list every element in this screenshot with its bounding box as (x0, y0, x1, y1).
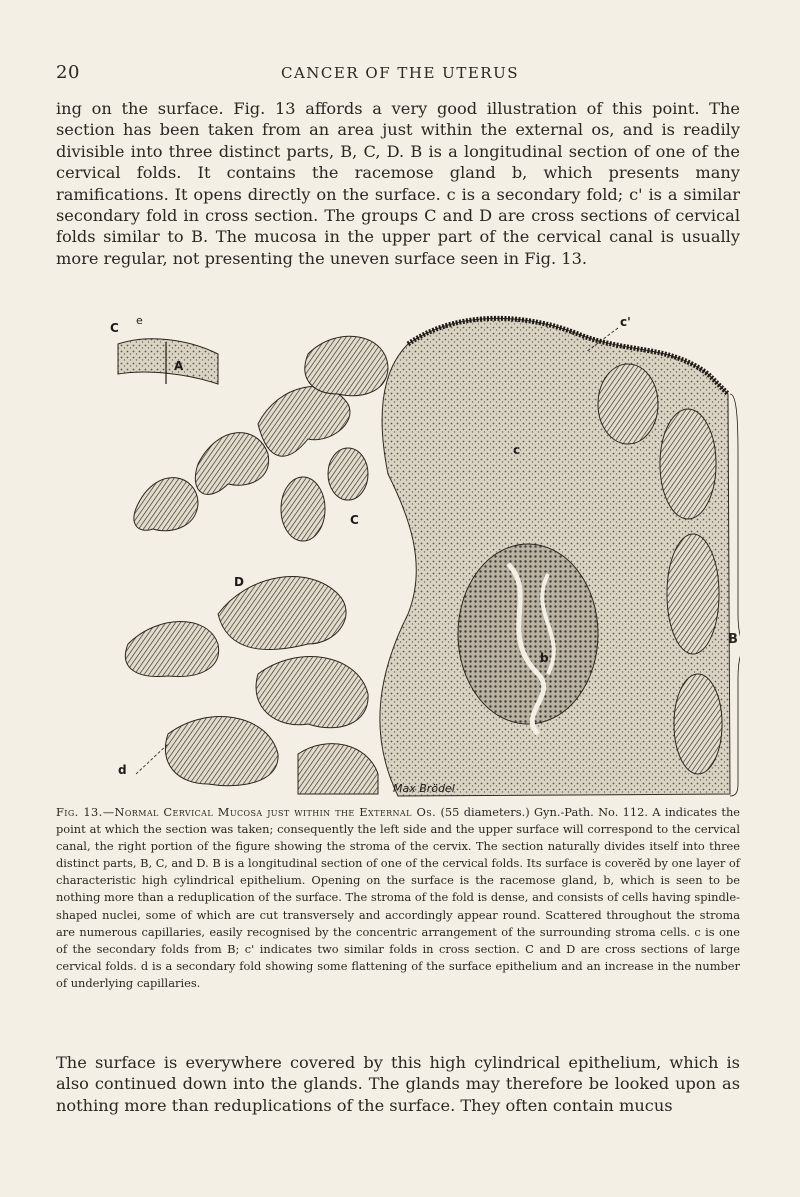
artist-signature: Max Brödel (393, 782, 455, 795)
histology-illustration (108, 314, 740, 800)
label-A: A (174, 359, 184, 373)
point-A-detail (118, 339, 218, 384)
figure-caption (56, 804, 740, 992)
label-e: e (136, 314, 143, 327)
caption-text: Gyn.-Path. No. 112. A indicates the point at which the section was taken; consequently the left side and the upper surface will correspond to the cervical canal, the right portion of the figure showing the stroma of the cervix. The section naturally divides itself into three distinct parts, B, C, and D. B is a longitudinal section of one of the cervical folds. Its surface is coverĕd by one layer of characteristic high cylindrical epithelium. Opening on the surface is the racemose gland, b, which is seen to be nothing more than a reduplication of the surface. The stroma of the fold is dense, and consists of cells having spindle-shaped nuclei, some of which are cut transversely and accordingly appear round. Scattered throughout the stroma are numerous capillaries, easily recognised by the concentric arrangement of the surrounding stroma cells. c is one of the secondary folds from B; c' indicates two similar folds in cross section. C and D are cross sections of large cervical folds. d is a secondary fold showing some flattening of the surface epithelium and an increase in the number of underlying capillaries. (56, 805, 741, 990)
label-c: c (513, 443, 521, 457)
label-D: D (234, 575, 244, 589)
label-C-mid: C (350, 513, 359, 527)
label-B: B (728, 632, 738, 647)
label-c-prime: c' (620, 315, 631, 329)
label-C-top: C (110, 321, 119, 335)
label-b: b (540, 651, 549, 665)
page-number: 20 (56, 62, 80, 83)
caption-title: Fig. 13.—Normal Cervical Mucosa just within the External Os. (56, 805, 437, 819)
fold-group-D (125, 577, 378, 794)
label-d: d (118, 763, 127, 777)
running-head: CANCER OF THE UTERUS (280, 64, 519, 82)
histology-figure (108, 314, 740, 800)
caption-magnification: (55 diameters.) (440, 805, 530, 819)
body-paragraph-bottom: The surface is everywhere covered by this high cylindrical epithelium, which is also continued down into the glands. The glands may therefore be looked upon as nothing more than reduplications of the surface. They often contain mucus (56, 1053, 740, 1115)
body-paragraph-top: ing on the surface. Fig. 13 affords a very good illustration of this point. The section has been taken from an area just within the external os, and is readily divisible into three distinct parts, B, C, D. B is a longitudinal section of one of the cervical folds. It contains the racemose gland b, which presents many ramifications. It opens directly on the surface. c is a secondary fold; c' is a similar secondary fold in cross section. The groups C and D are cross sections of cervical folds similar to B. The mucosa in the upper part of the cervical canal is usually more regular, not presenting the uneven surface seen in Fig. 13. (56, 99, 740, 268)
